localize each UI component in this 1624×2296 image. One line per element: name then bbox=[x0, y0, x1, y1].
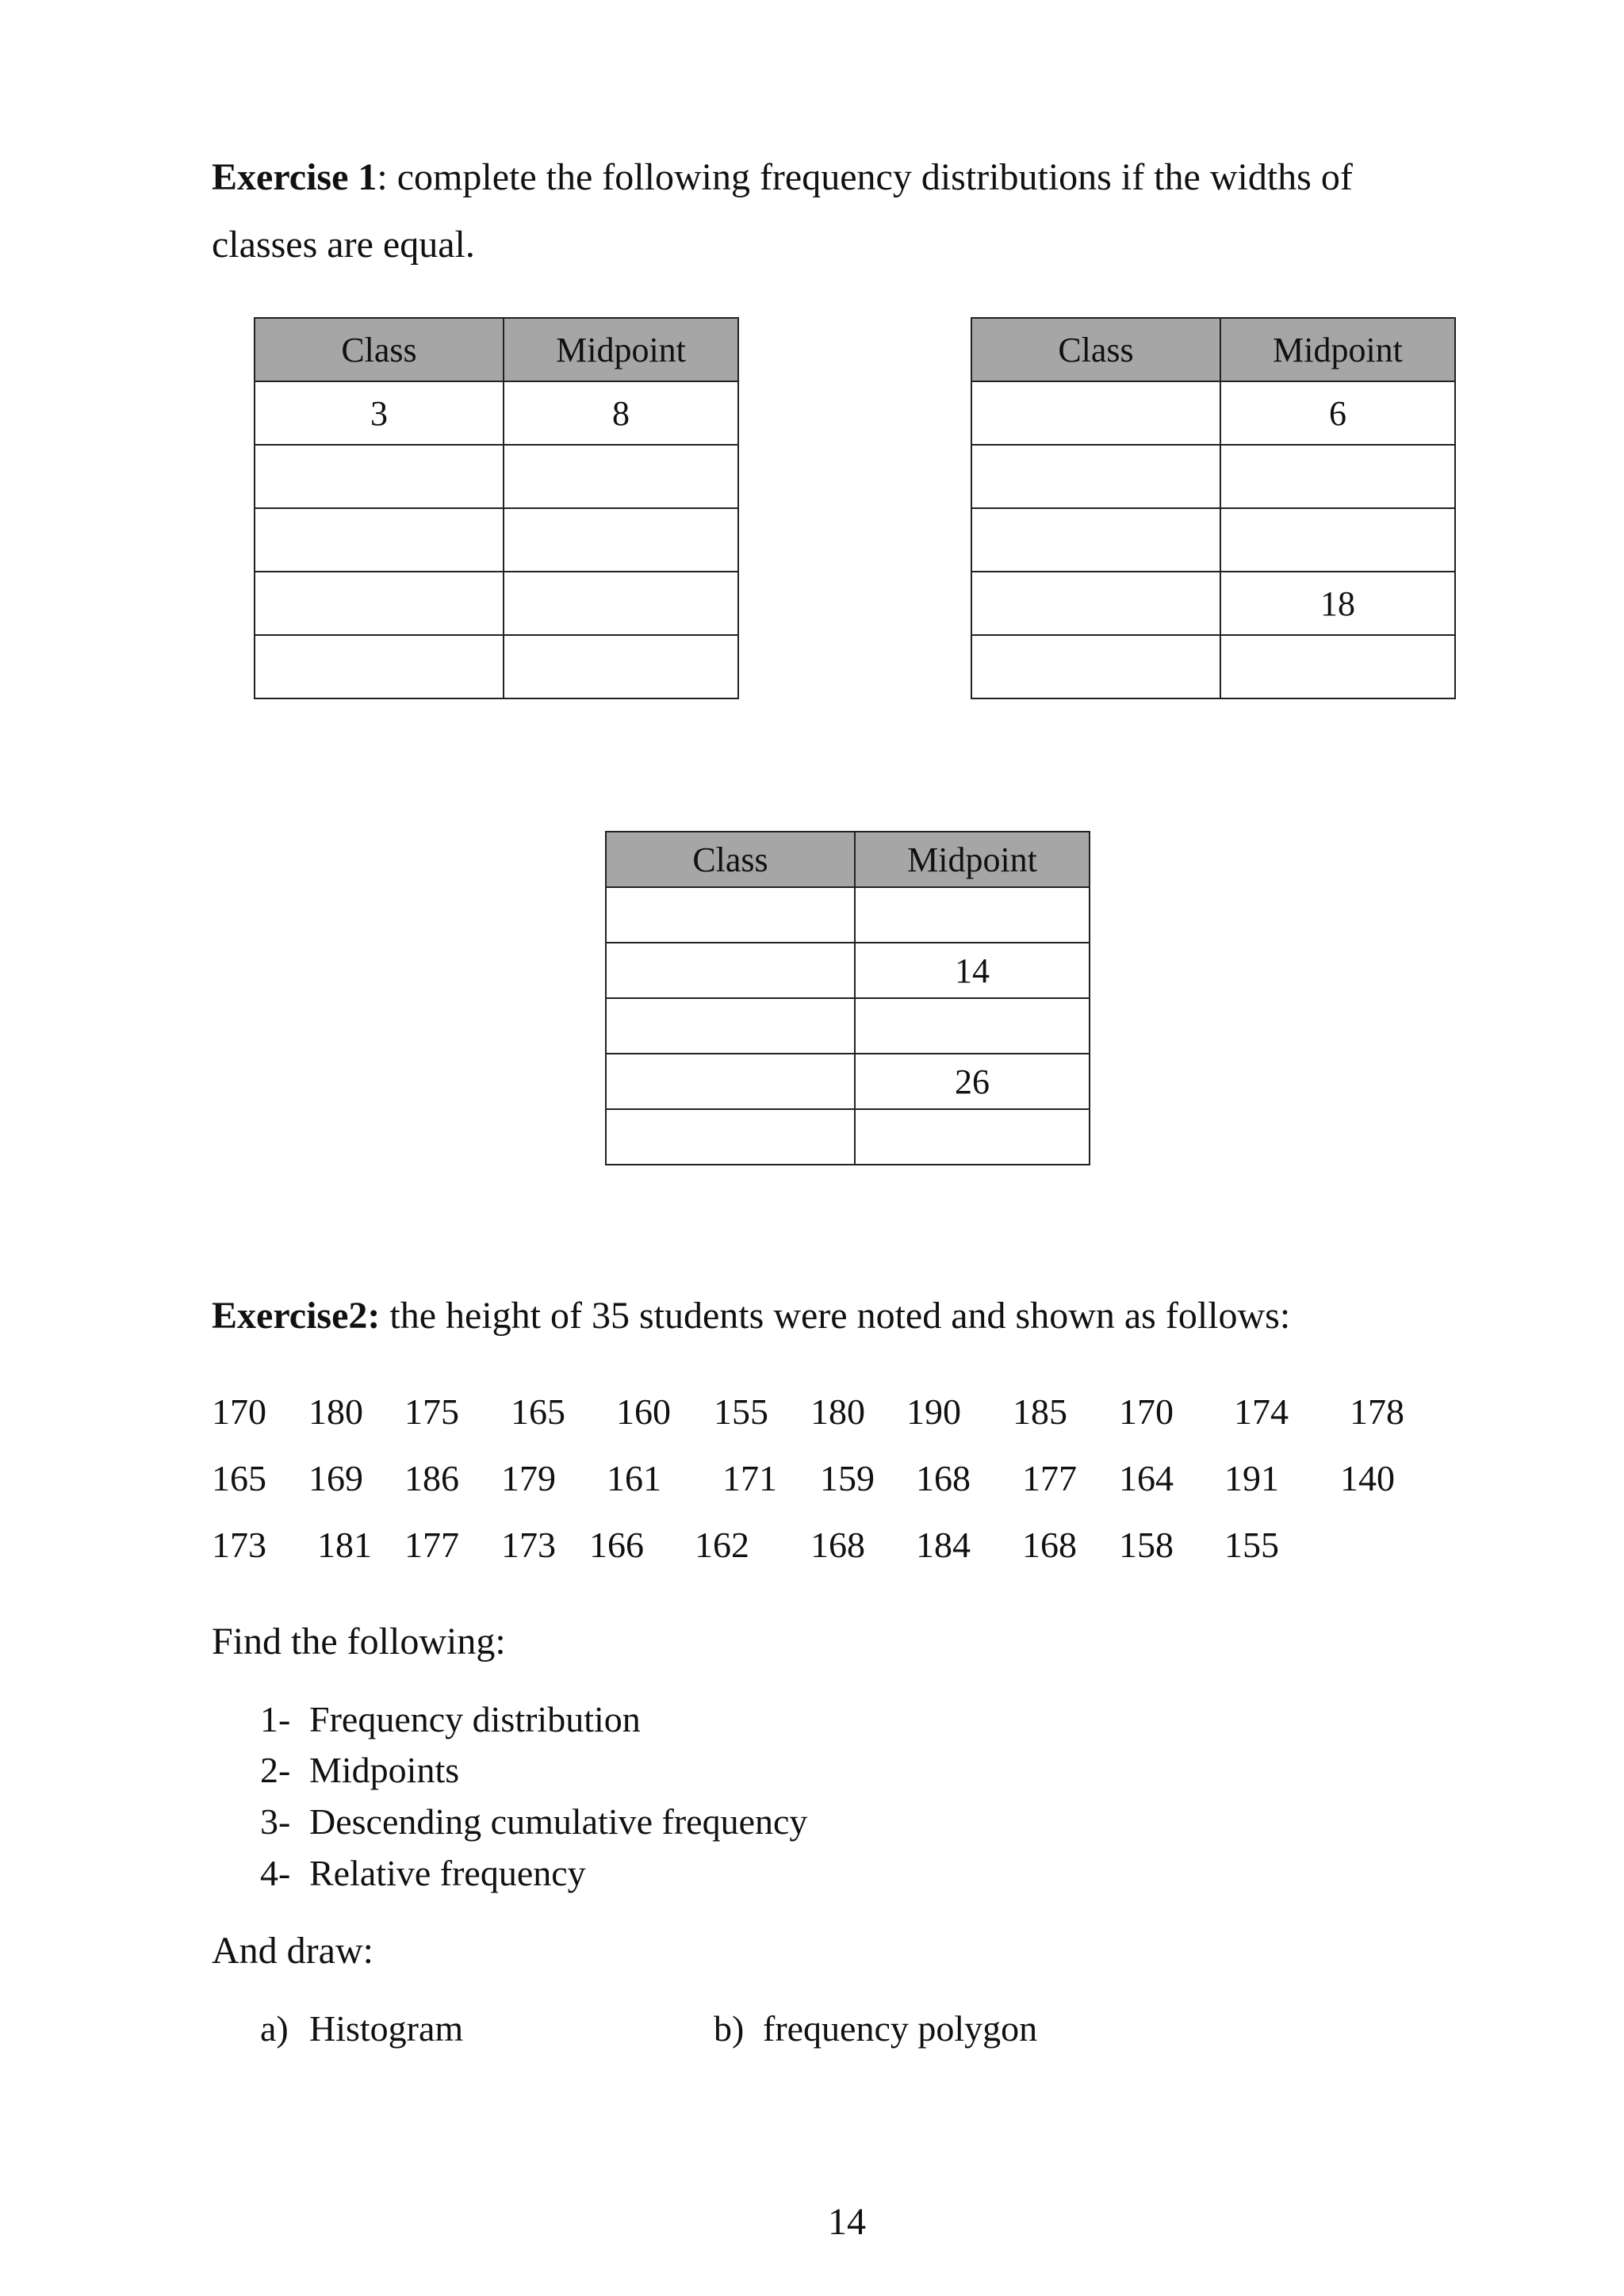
list-item-text: Histogram bbox=[309, 2008, 464, 2049]
table-row bbox=[255, 445, 738, 508]
height-value: 184 bbox=[916, 1525, 971, 1565]
height-value: 164 bbox=[1119, 1458, 1174, 1498]
page-number: 14 bbox=[828, 2201, 866, 2243]
list-item bbox=[260, 1801, 808, 1842]
height-value: 160 bbox=[616, 1391, 671, 1432]
table-row bbox=[971, 381, 1455, 445]
height-value: 185 bbox=[1013, 1391, 1067, 1432]
table-row bbox=[971, 572, 1455, 635]
height-value: 168 bbox=[810, 1525, 865, 1565]
height-value: 158 bbox=[1119, 1525, 1174, 1565]
list-item bbox=[260, 2008, 464, 2049]
class-cell bbox=[971, 381, 1220, 445]
list-marker: 2- bbox=[260, 1750, 291, 1790]
list-marker: 3- bbox=[260, 1801, 291, 1842]
list-item bbox=[260, 1752, 459, 1789]
midpoint-cell bbox=[1220, 508, 1455, 572]
midpoint-cell bbox=[1220, 445, 1455, 508]
midpoint-cell: 26 bbox=[855, 1054, 1090, 1109]
height-value: 165 bbox=[212, 1458, 266, 1498]
frequency-table-1 bbox=[254, 317, 739, 699]
midpoint-cell bbox=[855, 1109, 1090, 1165]
midpoint-cell bbox=[504, 508, 738, 572]
midpoint-cell bbox=[855, 887, 1090, 943]
height-value: 173 bbox=[501, 1525, 556, 1565]
class-cell bbox=[606, 1109, 855, 1165]
height-value: 161 bbox=[607, 1458, 661, 1498]
exercise1-text-line2: classes are equal. bbox=[212, 224, 475, 266]
table-row bbox=[255, 381, 738, 445]
height-value: 180 bbox=[308, 1391, 363, 1432]
midpoint-cell bbox=[504, 572, 738, 635]
class-cell bbox=[606, 1054, 855, 1109]
height-value: 175 bbox=[404, 1391, 459, 1432]
list-marker: 1- bbox=[260, 1699, 291, 1739]
class-cell bbox=[255, 635, 504, 698]
list-item-text: frequency polygon bbox=[763, 2008, 1038, 2049]
class-cell bbox=[971, 445, 1220, 508]
table-row bbox=[971, 508, 1455, 572]
frequency-table-2 bbox=[971, 317, 1456, 699]
height-value: 171 bbox=[722, 1458, 777, 1498]
class-cell: 3 bbox=[255, 381, 504, 445]
list-item-text: Relative frequency bbox=[309, 1853, 586, 1893]
height-value: 159 bbox=[820, 1458, 875, 1498]
height-value: 186 bbox=[404, 1458, 459, 1498]
class-cell bbox=[971, 508, 1220, 572]
height-value: 190 bbox=[906, 1391, 961, 1432]
midpoint-header: Midpoint bbox=[855, 832, 1090, 887]
midpoint-cell bbox=[504, 445, 738, 508]
height-value: 179 bbox=[501, 1458, 556, 1498]
list-item-text: Frequency distribution bbox=[309, 1699, 641, 1739]
draw-label: And draw: bbox=[212, 1930, 373, 1972]
list-item-text: Descending cumulative frequency bbox=[309, 1801, 808, 1842]
find-label: Find the following: bbox=[212, 1621, 506, 1663]
class-header: Class bbox=[606, 832, 855, 887]
table-row bbox=[606, 1109, 1090, 1165]
height-value: 155 bbox=[714, 1391, 768, 1432]
table-row bbox=[971, 445, 1455, 508]
midpoint-cell: 8 bbox=[504, 381, 738, 445]
height-value: 170 bbox=[212, 1391, 266, 1432]
table-header-row bbox=[606, 832, 1090, 887]
exercise1-intro bbox=[212, 155, 1353, 201]
height-value: 155 bbox=[1224, 1525, 1279, 1565]
class-cell bbox=[606, 887, 855, 943]
list-item bbox=[260, 1855, 586, 1892]
class-header: Class bbox=[971, 318, 1220, 381]
table-row bbox=[606, 887, 1090, 943]
table-row bbox=[606, 998, 1090, 1054]
height-value: 166 bbox=[589, 1525, 644, 1565]
list-item-text: Midpoints bbox=[309, 1750, 460, 1790]
table-row bbox=[606, 1054, 1090, 1109]
exercise2-label: Exercise2: bbox=[212, 1295, 381, 1337]
height-value: 177 bbox=[404, 1525, 459, 1565]
list-marker: a) bbox=[260, 2008, 289, 2049]
class-cell bbox=[606, 998, 855, 1054]
class-cell bbox=[255, 572, 504, 635]
midpoint-cell: 18 bbox=[1220, 572, 1455, 635]
midpoint-cell bbox=[855, 998, 1090, 1054]
height-value: 168 bbox=[1022, 1525, 1077, 1565]
height-value: 181 bbox=[317, 1525, 372, 1565]
class-cell bbox=[971, 635, 1220, 698]
height-value: 174 bbox=[1234, 1391, 1289, 1432]
table-row bbox=[606, 943, 1090, 998]
table-row bbox=[971, 635, 1455, 698]
list-item bbox=[260, 1701, 641, 1738]
exercise1-label: Exercise 1 bbox=[212, 156, 377, 198]
midpoint-cell bbox=[504, 635, 738, 698]
class-cell bbox=[255, 508, 504, 572]
height-value: 178 bbox=[1350, 1391, 1404, 1432]
height-value: 168 bbox=[916, 1458, 971, 1498]
exercise2-text: the height of 35 students were noted and shown as follows: bbox=[380, 1295, 1291, 1337]
frequency-table-3 bbox=[605, 831, 1090, 1165]
class-cell bbox=[255, 445, 504, 508]
height-value: 180 bbox=[810, 1391, 865, 1432]
list-item bbox=[714, 2008, 1038, 2049]
midpoint-cell bbox=[1220, 635, 1455, 698]
midpoint-cell: 14 bbox=[855, 943, 1090, 998]
height-value: 165 bbox=[511, 1391, 565, 1432]
midpoint-header: Midpoint bbox=[1220, 318, 1455, 381]
midpoint-header: Midpoint bbox=[504, 318, 738, 381]
table-row bbox=[255, 572, 738, 635]
table-row bbox=[255, 508, 738, 572]
table-row bbox=[255, 635, 738, 698]
class-cell bbox=[971, 572, 1220, 635]
height-value: 170 bbox=[1119, 1391, 1174, 1432]
exercise2-intro bbox=[212, 1293, 1290, 1339]
midpoint-cell: 6 bbox=[1220, 381, 1455, 445]
table-header-row bbox=[255, 318, 738, 381]
height-value: 162 bbox=[695, 1525, 749, 1565]
exercise1-text-line1: : complete the following frequency distributions if the widths of bbox=[377, 156, 1353, 198]
list-marker: b) bbox=[714, 2008, 745, 2049]
class-cell bbox=[606, 943, 855, 998]
table-header-row bbox=[971, 318, 1455, 381]
height-value: 177 bbox=[1022, 1458, 1077, 1498]
list-marker: 4- bbox=[260, 1853, 291, 1893]
height-value: 191 bbox=[1224, 1458, 1279, 1498]
class-header: Class bbox=[255, 318, 504, 381]
height-value: 140 bbox=[1340, 1458, 1395, 1498]
height-value: 173 bbox=[212, 1525, 266, 1565]
height-value: 169 bbox=[308, 1458, 363, 1498]
